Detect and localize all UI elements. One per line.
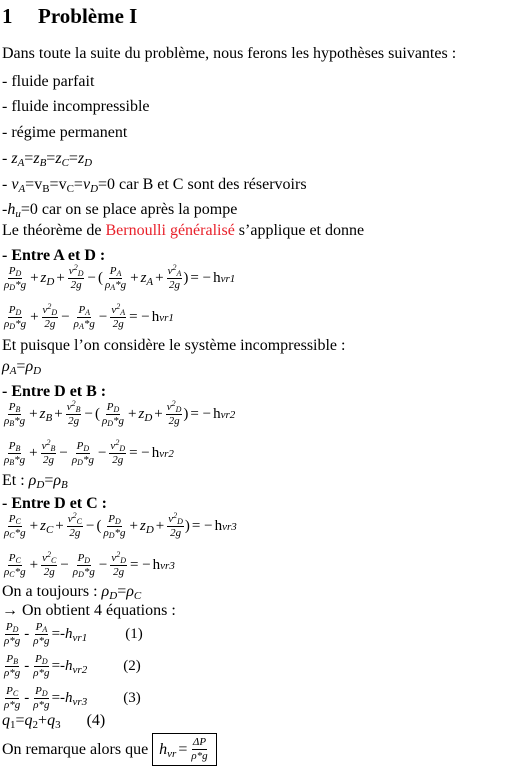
equation-dc-simplified: $\frac{P_C}{\rho_C*g}$ + $\frac{v^2_C}{2g}$ − $\frac{P_D}{\rho_D*g}$ − $\frac{v^2_D}{2g}$ = − h vr3 — [4, 550, 175, 579]
equation-db-full: $\frac{P_B}{\rho_B*g}$ + $z_B$ + $\frac{v^2_B}{2g}$ − ( $\frac{P_D}{\rho_D*g}$ + $z_D$ + $\frac{v^2_D}{2g}$ ) = − h vr2 — [4, 399, 236, 428]
incompressible-text: Et puisque l’on considère le système incompressible : — [2, 337, 346, 354]
bernoulli-term: Bernoulli généralisé — [105, 222, 235, 239]
theorem-after: s’applique et donne — [234, 222, 365, 239]
rho-a-d: $\rho_A=\rho_D$ — [2, 358, 42, 377]
rho-d-c: On a toujours : $\rho_D=\rho_C$ — [2, 583, 142, 602]
reservoir-note: =0 car B et C sont des réservoirs — [98, 176, 307, 193]
eq-number-3: (3) — [123, 690, 141, 706]
remarque-line — [2, 733, 217, 766]
section-a-d: - Entre A et D : — [2, 247, 106, 264]
final-equation-3: $\frac{P_C}{\rho*g}$ - $\frac{P_D}{\rho*g}$ =- $h_{vr3}$ (3) — [4, 685, 141, 711]
section-d-c: - Entre D et C : — [2, 495, 108, 512]
equation-ad-simplified: $\frac{P_D}{\rho_D*g}$ + $\frac{v^2_D}{2g}$ − $\frac{P_A}{\rho_A*g}$ − $\frac{v^2_A}{2g}$ = − h vr1 — [4, 302, 174, 331]
theorem-line — [2, 221, 364, 240]
equation-ad-full: $\frac{P_D}{\rho_D*g}$ + $z_D$ + $\frac{v^2_D}{2g}$ − ( $\frac{P_A}{\rho_A*g}$ + $z_A$ + $\frac{v^2_A}{2g}$ ) = − h vr1 — [4, 263, 236, 292]
hypothesis-5: - $v_A=v_B=v_C=v_D=0$ car B et C sont des réservoirs — [2, 176, 307, 195]
hypothesis-4: - $z_A=z_B=z_C=z_D$ — [2, 150, 93, 169]
et-label: Et : — [2, 472, 29, 489]
pump-note: =0 car on se place après la pompe — [20, 201, 238, 218]
boxed-formula: $h_{vr}$ = $\frac{\Delta P}{\rho*g}$ — [152, 733, 216, 766]
hypothesis-6: $-h_u=0$ car on se place après la pompe — [2, 201, 238, 220]
eq-number-2: (2) — [123, 658, 141, 674]
section-title-text: Problème I — [38, 4, 138, 28]
section-d-b: - Entre D et B : — [2, 383, 107, 400]
theorem-before: Le théorème de — [2, 222, 106, 239]
equation-db-simplified: $\frac{P_B}{\rho_B*g}$ + $\frac{v^2_B}{2g}$ − $\frac{P_D}{\rho_D*g}$ − $\frac{v^2_D}{2g}$ = − h vr2 — [4, 438, 174, 467]
eq-number-4: (4) — [86, 712, 106, 729]
final-equation-2: $\frac{P_B}{\rho*g}$ - $\frac{P_D}{\rho*g}$ =- $h_{vr2}$ (2) — [4, 653, 141, 679]
section-title — [2, 4, 137, 29]
final-equation-4: $q_1=q_2+q_3$ (4) — [2, 712, 106, 731]
equation-dc-full: $\frac{P_C}{\rho_C*g}$ + $z_C$ + $\frac{v^2_C}{2g}$ − ( $\frac{P_D}{\rho_D*g}$ + $z_D$ + $\frac{v^2_D}{2g}$ ) = − h vr3 — [4, 511, 237, 540]
remarque-text: On remarque alors que — [2, 740, 149, 758]
hypothesis-2: - fluide incompressible — [2, 98, 150, 115]
obtient-text: → On obtient 4 équations : — [2, 602, 176, 619]
final-equation-1: $\frac{P_D}{\rho*g}$ - $\frac{P_A}{\rho*g}$ =- $h_{vr1}$ (1) — [4, 621, 143, 647]
on-a-label: On a toujours : — [2, 583, 102, 600]
eq-number-1: (1) — [125, 626, 143, 642]
hypothesis-3: - régime permanent — [2, 124, 128, 141]
intro-text: Dans toute la suite du problème, nous ferons les hypothèses suivantes : — [2, 45, 457, 62]
section-number: 1 — [2, 4, 13, 28]
hypothesis-1: - fluide parfait — [2, 73, 95, 90]
rho-d-b: Et : $\rho_D=\rho_B$ — [2, 472, 68, 491]
